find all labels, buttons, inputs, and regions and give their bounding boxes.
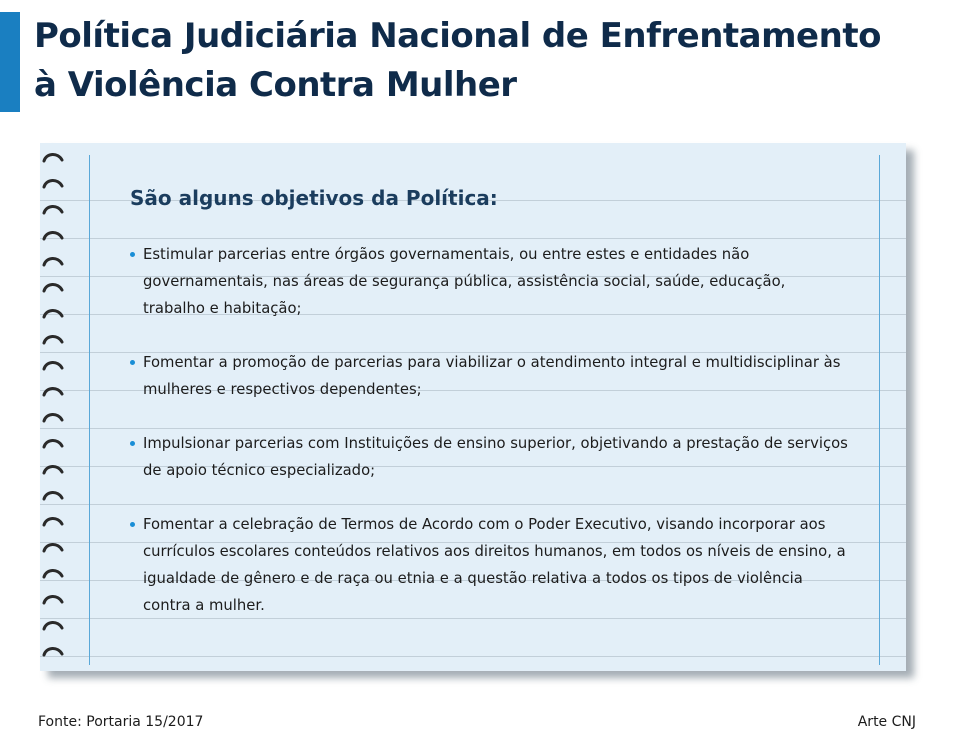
spiral-ring-icon xyxy=(44,180,62,187)
left-margin-line xyxy=(89,155,90,665)
list-item-text: Fomentar a promoção de parcerias para viabilizar o atendimento integral e multidisciplinar às mulheres e respectivos dependentes; xyxy=(143,354,841,398)
bullet-dot-icon xyxy=(130,360,135,365)
spiral-ring-icon xyxy=(44,154,62,161)
spiral-ring-icon xyxy=(44,518,62,525)
bullet-dot-icon xyxy=(130,252,135,257)
spiral-ring-icon xyxy=(44,596,62,603)
source-caption: Fonte: Portaria 15/2017 xyxy=(38,714,204,730)
notebook-page xyxy=(40,143,906,671)
spiral-ring-icon xyxy=(44,388,62,395)
objectives-heading: São alguns objetivos da Política: xyxy=(130,186,498,210)
list-item xyxy=(130,349,850,403)
page-title-line-1: Política Judiciária Nacional de Enfrentamento xyxy=(34,16,881,56)
spiral-ring-icon xyxy=(44,232,62,239)
list-item-text: Estimular parcerias entre órgãos governamentais, ou entre estes e entidades não governamentais, nas áreas de segurança pública, assistência social, saúde, educação, trabalho e habitação; xyxy=(143,246,786,317)
spiral-ring-icon xyxy=(44,206,62,213)
spiral-ring-icon xyxy=(44,466,62,473)
page-title xyxy=(34,12,934,110)
spiral-ring-icon xyxy=(44,310,62,317)
spiral-ring-icon xyxy=(44,440,62,447)
spiral-ring-icon xyxy=(44,336,62,343)
spiral-ring-icon xyxy=(44,258,62,265)
list-item xyxy=(130,511,850,619)
objectives-list xyxy=(130,241,850,619)
spiral-ring-icon xyxy=(44,622,62,629)
notebook-content xyxy=(130,183,850,646)
spiral-ring-icon xyxy=(44,648,62,655)
list-item xyxy=(130,430,850,484)
spiral-binding xyxy=(40,143,74,671)
spiral-ring-icon xyxy=(44,362,62,369)
spiral-ring-icon xyxy=(44,544,62,551)
bullet-dot-icon xyxy=(130,522,135,527)
credit-caption: Arte CNJ xyxy=(857,714,916,730)
bullet-dot-icon xyxy=(130,441,135,446)
spiral-ring-icon xyxy=(44,492,62,499)
list-item-text: Fomentar a celebração de Termos de Acordo com o Poder Executivo, visando incorporar aos currículos escolares conteúdos relativos aos direitos humanos, em todos os níveis de ensino, a igualdade de gênero e de raça ou etnia e a questão relativa a todos os tipos de violência contra a mulher. xyxy=(143,516,846,614)
list-item-text: Impulsionar parcerias com Instituições de ensino superior, objetivando a prestação de serviços de apoio técnico especializado; xyxy=(143,435,848,479)
spiral-ring-icon xyxy=(44,284,62,291)
spiral-ring-icon xyxy=(44,414,62,421)
list-item xyxy=(130,241,850,322)
spiral-ring-icon xyxy=(44,570,62,577)
title-accent-bar xyxy=(0,12,20,112)
page-title-line-2: à Violência Contra Mulher xyxy=(34,65,517,105)
right-margin-line xyxy=(879,155,880,665)
